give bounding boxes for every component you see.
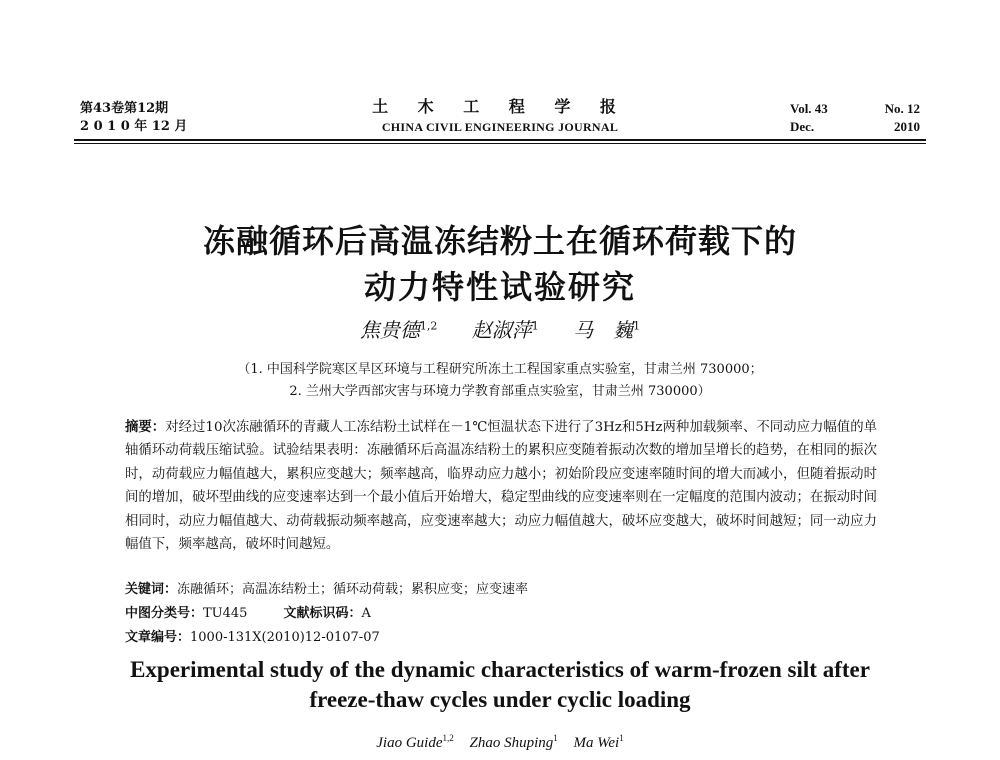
english-author: [470, 735, 558, 751]
doc-code-label: 文献标识码：: [283, 606, 362, 621]
classification: [125, 602, 371, 621]
volume-label: Vol. 43: [790, 101, 828, 116]
english-author-sup: 1: [619, 733, 624, 743]
keywords-label: 关键词：: [125, 582, 178, 597]
english-author-name: Jiao Guide: [376, 735, 443, 751]
english-author-sup: 1,2: [442, 733, 454, 743]
header-rule-thin: [74, 143, 926, 144]
english-author-name: Zhao Shuping: [469, 735, 554, 751]
journal-volume-info: [790, 100, 920, 136]
author-affil-sup: 1: [633, 319, 641, 333]
abstract-text: 对经过10次冻融循环的青藏人工冻结粉土试样在－1℃恒温状态下进行了3Hz和5Hz两种加载频率、不同动应力幅值的单轴循环动荷载压缩试验。试验结果表明：冻融循环后高温冻结粉土的累积应变随着振动次数的增加呈增长的趋势，在相同的振次时，动荷载应力幅值越大，累积应变越大；频率越高，临界动应力越小；初始阶段应变速率随时间的增大而减小，但随着振动时间的增加，破坏型曲线的应变速率达到一个最小值后开始增大，稳定型曲线的应变速率则在一定幅度的范围内波动；在振动时间相同时，动应力幅值越大、动荷载振动频率越高，应变速率越大；动应力幅值越大，破坏应变越大，破坏时间越短；同一动应力幅值下，频率越高，破坏时间越短。: [125, 420, 877, 553]
abstract: [125, 416, 877, 556]
article-id-label: 文章编号：: [125, 630, 191, 645]
author-affil-sup: 1: [531, 319, 539, 333]
clc-label: 中图分类号：: [125, 606, 204, 621]
author-name: 马 巍: [573, 318, 634, 342]
month-label: Dec.: [790, 119, 815, 134]
author: [360, 318, 438, 342]
author-list: [80, 314, 920, 343]
affiliation-2: 2. 兰州大学西部灾害与环境力学教育部重点实验室，甘肃兰州 730000）: [289, 384, 711, 399]
author: [573, 318, 640, 342]
doc-code-value: A: [361, 606, 371, 621]
english-author: [574, 735, 624, 751]
issue-volume: 第43卷第12期: [80, 101, 169, 116]
abstract-label: 摘要：: [125, 419, 166, 435]
article-id-value: 1000-131X(2010)12-0107-07: [190, 630, 380, 645]
paper-title-line1: 冻融循环后高温冻结粉土在循环荷载下的: [202, 222, 797, 260]
author-affil-sup: 1,2: [419, 319, 438, 333]
english-author-name: Ma Wei: [573, 735, 620, 751]
affiliation-1: （1. 中国科学院寒区旱区环境与工程研究所冻土工程国家重点实验室，甘肃兰州 730000；: [237, 362, 763, 377]
journal-issue-info: [80, 100, 280, 136]
keywords: [125, 578, 528, 597]
paper-title-line2: 动力特性试验研究: [363, 268, 636, 306]
english-author-list: [80, 733, 920, 752]
english-title-line1: Experimental study of the dynamic characteristics of warm-frozen silt after: [130, 657, 870, 682]
keywords-text: 冻融循环；高温冻结粉土；循环动荷载；累积应变；应变速率: [177, 582, 529, 597]
author: [472, 318, 539, 342]
header-rule-thick: [74, 139, 926, 141]
english-author: [376, 735, 453, 751]
journal-name-cn: 土 木 工 程 学 报: [372, 97, 628, 116]
article-id: [125, 626, 380, 645]
number-label: No. 12: [884, 101, 920, 116]
year-label: 2010: [894, 119, 920, 134]
english-author-sup: 1: [553, 733, 558, 743]
author-name: 赵淑萍: [471, 318, 532, 342]
author-name: 焦贵德: [359, 318, 420, 342]
journal-name-en: CHINA CIVIL ENGINEERING JOURNAL: [381, 120, 619, 134]
clc-value: TU445: [203, 606, 248, 621]
journal-name: [300, 98, 700, 136]
english-title-line2: freeze-thaw cycles under cyclic loading: [309, 687, 691, 712]
issue-date: 2 0 1 0 年 12 月: [80, 119, 188, 134]
